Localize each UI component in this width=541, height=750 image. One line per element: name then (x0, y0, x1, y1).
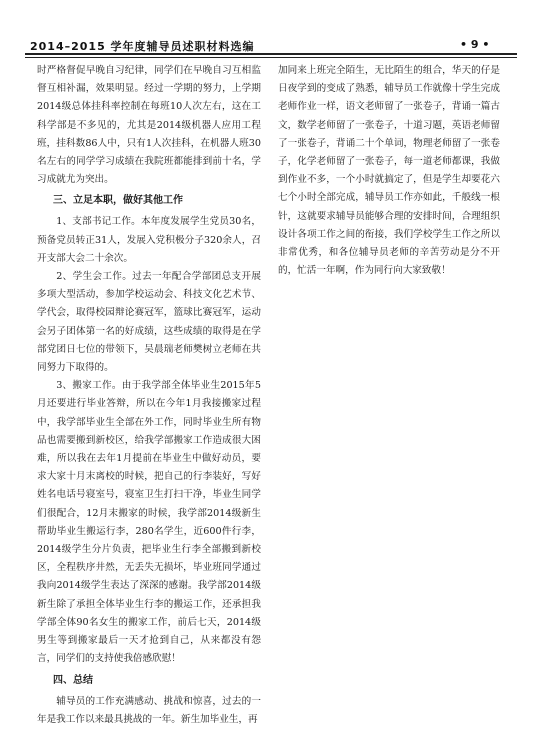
section-heading-4: 四、总结 (53, 674, 93, 686)
page-header (0, 0, 541, 60)
paragraph-summary: 辅导员的工作充满感动、挑战和惊喜，过去的一年是我工作以来最具挑战的一年。新生加毕业生，再 (37, 695, 261, 725)
paragraph-summary-continued: 加同来上班完全陌生，无比陌生的组合，华天的仔是日夜学到的变成了熟悉，辅导员工作就像十学生完成老师作业一样，语文老师留了一张卷子，背诵一篇古文，数学老师留了一张卷子，十道习题，英语老师留了一张卷子，背诵二十个单词，物理老师留了一张卷子，化学老师留了一张卷子，每一道老师都课，我做到作业不多，一个小时就搞定了，但是学生却要花六七个小时全部完成，辅导员工作亦如此，千般线一根针，这就要求辅导员能够合理的安排时间，合理组织设计各项工作之间的衔接，我们学校学生工作之所以非常优秀，和各位辅导员老师的辛苦劳动是分不开的，忙活一年啊，作为同行向大家致敬！ (278, 65, 500, 277)
page-number: • 9 • (460, 38, 490, 51)
paragraph-party-work: 1、支部书记工作。本年度发展学生党员30名，预备党员转正31人，发展入党积极分子320余人，召开支部大会二十余次。 (37, 216, 261, 264)
left-column (37, 62, 261, 729)
header-rule-thick (25, 53, 517, 55)
header-rule-thin (25, 57, 517, 58)
paragraph-continued: 时严格督促早晚自习纪律，同学们在早晚自习互相监督互相补漏，效果明显。经过一学期的努力，上学期2014级总体挂科率控制在每班10人次左右，这在工科学部是不多见的，尤其是2014级机器人应用工程班，挂科数86人中，只有1人次挂科，在机器人班30名左右的同学学习成绩在我院班都能排到前十名，学习成就尤为突出。 (37, 65, 261, 186)
running-title: 2014–2015 学年度辅导员述职材料选编 (30, 40, 255, 53)
paragraph-moving-work: 3、搬家工作。由于我学部全体毕业生2015年5月还要进行毕业答辩，所以在今年1月我接搬家过程中，我学部毕业生全部在外工作，同时毕业生所有物品也需要搬到新校区，给我学部搬家工作造成很大困难，所以我在去年1月提前在毕业生中做好动员，要求大家十月末离校的时候，把自己的行李装好，写好姓名电话号寝室号，寝室卫生打扫干净，毕业生同学们很配合，12月末搬家的时候，我学部2014级新生帮助毕业生搬运行李，280名学生，近600件行李，2014级学生分片负责，把毕业生行李全部搬到新校区，全程秩序井然，无丢失无损坏，毕业班同学通过我向2014级学生表达了深深的感谢。我学部2014级新生除了承担全体毕业生行李的搬运工作，还承担我学部全体90名女生的搬家工作，前后七天，2014级男生等到搬家最后一天才抢到自己，从来都没有怨言，同学们的支持使我倍感欣慰！ (37, 380, 261, 665)
right-column (278, 62, 500, 280)
section-heading-3: 三、立足本职，做好其他工作 (53, 195, 183, 207)
paragraph-student-union: 2、学生会工作。过去一年配合学部团总支开展多项大型活动，参加学校运动会、科技文化艺术节、学代会，取得校园辩论赛冠军，篮球比赛冠军，运动会另子团体第一名的好成绩，这些成绩的取得是在学部党团日七位的带领下，吴晨瑞老师樊树立老师在共同努力下取得的。 (37, 271, 261, 374)
